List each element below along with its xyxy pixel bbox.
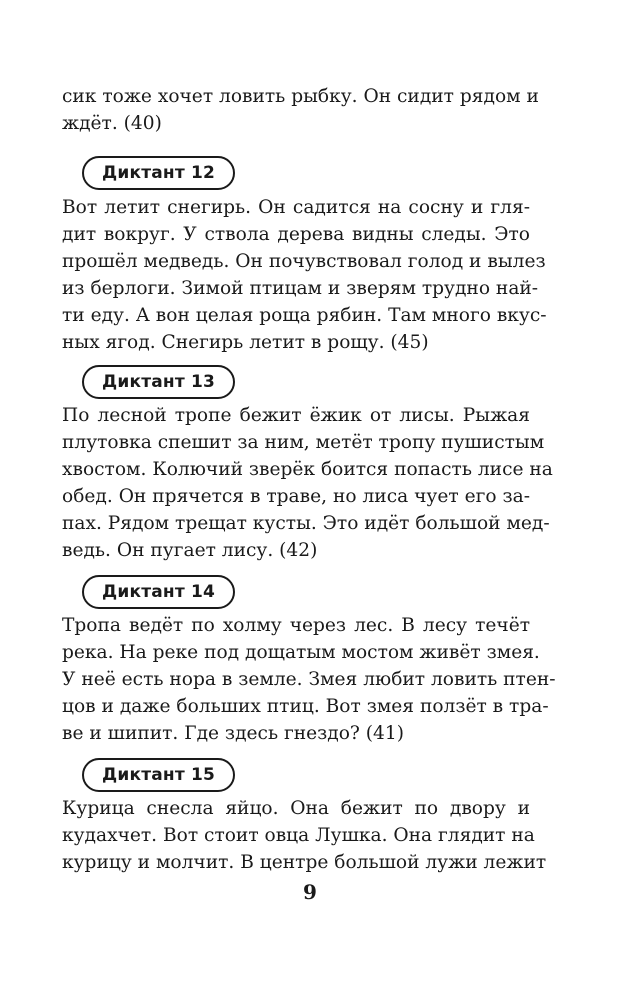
text-line: Тропа ведёт по холму через лес. В лесу течёт: [62, 615, 530, 636]
dictation-13-title-badge: Диктант 13: [82, 365, 235, 399]
dictation-12-text: [62, 194, 547, 356]
text-line: ти еду. А вон целая роща рябин. Там много вкус-: [62, 305, 547, 326]
text-line: река. На реке под дощатым мостом живёт змея.: [62, 642, 540, 663]
page-number: 9: [303, 880, 317, 904]
text-line: пах. Рядом трещат кусты. Это идёт большой мед-: [62, 513, 550, 534]
text-line: По лесной тропе бежит ёжик от лисы. Рыжая: [62, 405, 530, 426]
text-line: ных ягод. Снегирь летит в рощу. (45): [62, 332, 429, 353]
text-line: Курица снесла яйцо. Она бежит по двору и: [62, 798, 530, 819]
text-line: сик тоже хочет ловить рыбку. Он сидит рядом и: [62, 86, 539, 107]
dictation-14-text: [62, 612, 556, 747]
text-line: курицу и молчит. В центре большой лужи лежит: [62, 852, 547, 873]
dictation-13-text: [62, 402, 553, 564]
text-line: хвостом. Колючий зверёк боится попасть лисе на: [62, 459, 553, 480]
text-line: Вот летит снегирь. Он садится на сосну и гля-: [62, 197, 530, 218]
dictation-15-text: [62, 795, 547, 876]
text-line: плутовка спешит за ним, метёт тропу пушистым: [62, 432, 545, 453]
dictation-14-title-badge: Диктант 14: [82, 575, 235, 609]
text-line: ве и шипит. Где здесь гнездо? (41): [62, 723, 404, 744]
text-line: прошёл медведь. Он почувствовал голод и вылез: [62, 251, 546, 272]
text-line: дит вокруг. У ствола дерева видны следы. Это: [62, 224, 530, 245]
continuation-paragraph: [62, 83, 539, 137]
text-line: из берлоги. Зимой птицам и зверям трудно най-: [62, 278, 539, 299]
text-line: ведь. Он пугает лису. (42): [62, 540, 318, 561]
text-line: цов и даже больших птиц. Вот змея ползёт в тра-: [62, 696, 549, 717]
text-line: У неё есть нора в земле. Змея любит ловить птен-: [62, 669, 556, 690]
dictation-15-title-badge: Диктант 15: [82, 758, 235, 792]
text-line: ждёт. (40): [62, 113, 162, 134]
dictation-12-title-badge: Диктант 12: [82, 156, 235, 190]
text-line: обед. Он прячется в траве, но лиса чует его за-: [62, 486, 530, 507]
text-line: кудахчет. Вот стоит овца Лушка. Она глядит на: [62, 825, 535, 846]
